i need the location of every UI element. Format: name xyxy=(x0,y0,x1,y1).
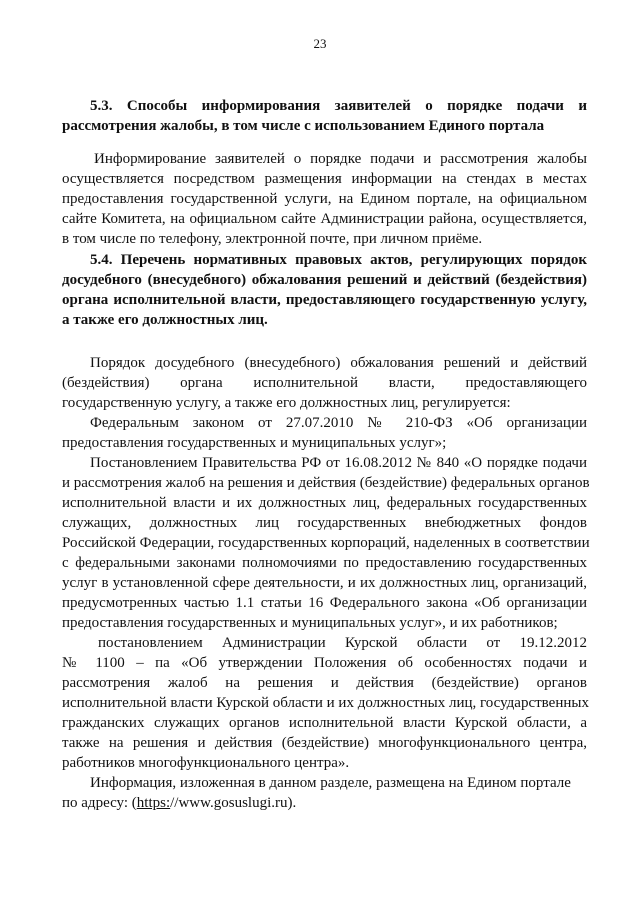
paragraph-line: и рассмотрения жалоб на решения и действия (бездействие) федеральных органов xyxy=(62,475,590,491)
paragraph-line: предоставления государственной услуги, на Едином портале, на официальном xyxy=(62,191,587,207)
heading-line: досудебного (внесудебного) обжалования решений и действий (бездействия) xyxy=(62,272,587,288)
paragraph-line: служащих, должностных лиц государственных внебюджетных фондов xyxy=(62,515,587,531)
paragraph-line: работников многофункционального центра». xyxy=(62,755,350,771)
section-5-3-heading xyxy=(62,96,587,136)
paragraph-line: государственную услугу, а также его должностных лиц, регулируется: xyxy=(62,395,511,411)
heading-line: органа исполнительной власти, предоставляющего государственную услугу, xyxy=(62,292,587,308)
section-5-3-body xyxy=(62,149,587,249)
paragraph-line: Российской Федерации, государственных корпораций, наделенных в соответствии xyxy=(62,535,590,551)
paragraph-line: Постановлением Правительства РФ от 16.08.2012 № 840 «О порядке подачи xyxy=(90,455,587,471)
paragraph-line: Порядок досудебного (внесудебного) обжалования решений и действий xyxy=(90,355,587,371)
paragraph-line: с федеральными законами полномочиями по предоставлению государственных xyxy=(62,555,587,571)
paragraph-line: постановлением Администрации Курской области от 19.12.2012 xyxy=(98,635,587,651)
paragraph-line: Информирование заявителей о порядке подачи и рассмотрения жалобы xyxy=(94,151,587,167)
paragraph-line: предусмотренных частью 1.1 статьи 16 Федерального закона «Об организации xyxy=(62,595,587,611)
paragraph-line: также на решения и действия (бездействие) многофункционального центра, xyxy=(62,735,587,751)
paragraph-line xyxy=(62,793,587,813)
paragraph-line: предоставления государственных и муниципальных услуг»; xyxy=(62,435,447,451)
paragraph-line: предоставления государственных и муниципальных услуг», и их работников; xyxy=(62,615,558,631)
address-prefix: по адресу: ( xyxy=(62,795,137,811)
paragraph-line: № 1100 – па «Об утверждении Положения об особенностях подачи и xyxy=(62,655,587,671)
paragraph-line: сайте Комитета, на официальном сайте Администрации района, осуществляется, xyxy=(62,211,587,227)
heading-line: а также его должностных лиц. xyxy=(62,312,268,328)
paragraph-line: гражданских служащих органов исполнительной власти Курской области, а xyxy=(62,715,587,731)
paragraph-line: (бездействия) органа исполнительной власти, предоставляющего xyxy=(62,375,587,391)
paragraph-line: исполнительной власти и их должностных лиц, федеральных государственных xyxy=(62,495,587,511)
paragraph-line: в том числе по телефону, электронной почте, при личном приёме. xyxy=(62,231,483,247)
section-5-4-body xyxy=(62,353,590,813)
section-5-4-heading xyxy=(62,250,587,330)
paragraph-line: услуг в установленной сфере деятельности, и их должностных лиц, организаций, xyxy=(62,575,587,591)
paragraph-line: Информация, изложенная в данном разделе, размещена на Едином портале xyxy=(90,775,571,791)
heading-line: 5.3. Способы информирования заявителей о порядке подачи и xyxy=(90,98,587,114)
heading-line: рассмотрения жалобы, в том числе с использованием Единого портала xyxy=(62,118,545,134)
paragraph-line: осуществляется посредством размещения информации на стендах в местах xyxy=(62,171,587,187)
address-suffix: //www.gosuslugi.ru). xyxy=(170,795,297,811)
heading-line: 5.4. Перечень нормативных правовых актов, регулирующих порядок xyxy=(90,252,587,268)
paragraph-line: рассмотрения жалоб на решения и действия (бездействие) органов xyxy=(62,675,587,691)
https-link[interactable]: https: xyxy=(136,795,171,811)
paragraph-line: Федеральным законом от 27.07.2010 № 210-ФЗ «Об организации xyxy=(90,415,587,431)
paragraph-line: исполнительной власти Курской области и их должностных лиц, государственных xyxy=(62,695,589,711)
page-number: 23 xyxy=(313,36,327,51)
